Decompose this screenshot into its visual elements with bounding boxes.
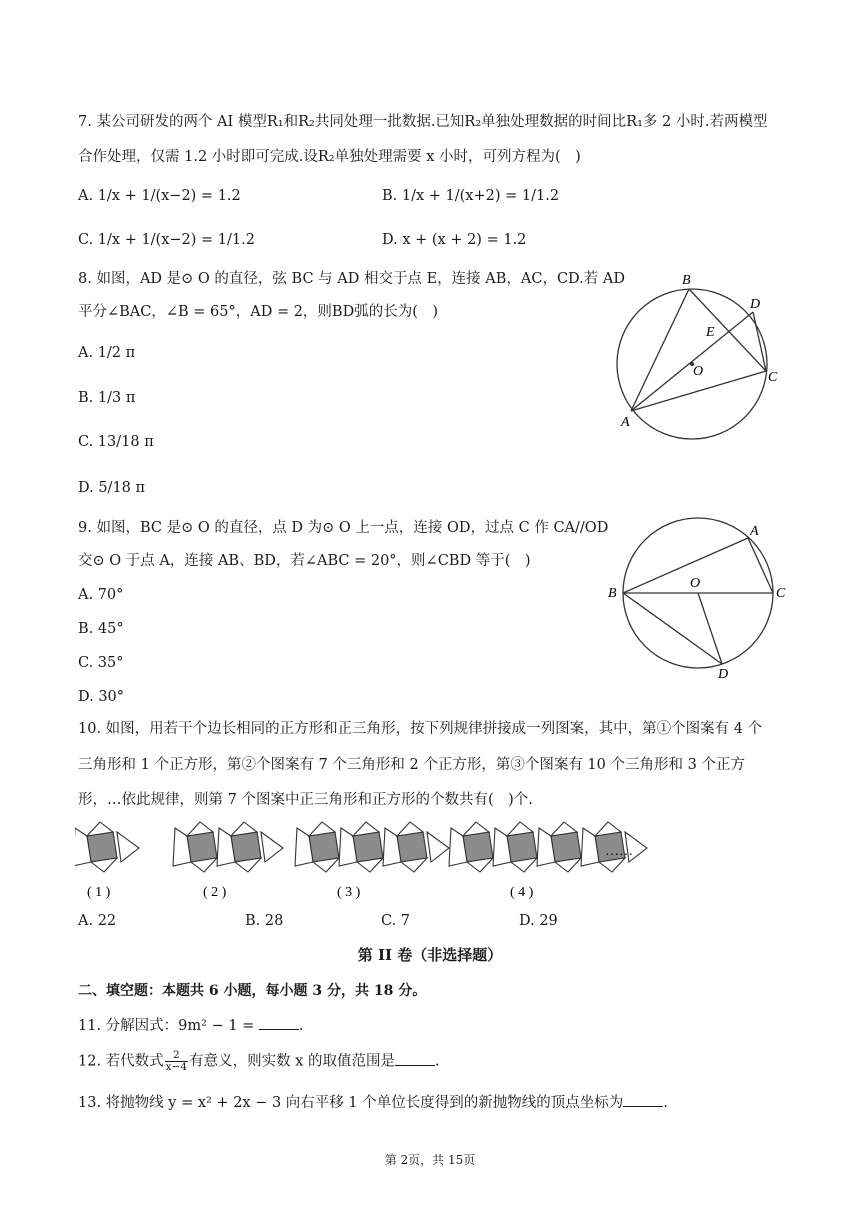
- pattern-3-triangle: [383, 828, 401, 866]
- q8-label-b: B: [682, 273, 691, 288]
- q10-option-b: B. 28: [245, 913, 284, 929]
- pattern-2-square: [187, 832, 217, 862]
- q7-option-b: B. 1/x + 1/(x+2) = 1/1.2: [382, 188, 560, 204]
- q10-patterns: [75, 822, 647, 872]
- q9-label-a: A: [750, 524, 759, 539]
- q13-text: 13. 将抛物线 y = x² + 2x − 3 向右平移 1 个单位长度得到的新抛物线的顶点坐标为: [78, 1095, 624, 1111]
- q9-segment-bd: [623, 593, 722, 664]
- q8-label-d: D: [750, 297, 761, 312]
- q11-text: 11. 分解因式：9m² − 1 =: [78, 1018, 255, 1034]
- pattern-4-square: [463, 832, 493, 862]
- q8-segment-ad: [631, 312, 753, 411]
- pattern-4-triangle: [537, 828, 555, 866]
- q8-label-c: C: [768, 370, 778, 385]
- pattern-3-square: [353, 832, 383, 862]
- pattern-3-square: [397, 832, 427, 862]
- q9-option-d: D. 30°: [78, 689, 125, 705]
- q10-ellipsis: ……: [605, 844, 633, 859]
- pattern-4-square: [507, 832, 537, 862]
- pattern-4-triangle: [449, 828, 467, 866]
- q9-circle-figure: [600, 515, 800, 685]
- pattern-3-triangle: [295, 828, 313, 866]
- pattern-2-triangle: [173, 828, 191, 866]
- q7-stem-line1: 7. 某公司研发的两个 AI 模型R₁和R₂共同处理一批数据.已知R₂单独处理数据的时间比R₁多 2 小时.若两模型: [78, 114, 768, 130]
- pattern-3-square: [309, 832, 339, 862]
- page-footer: 第 2页，共 15页: [384, 1153, 476, 1167]
- q10-caption-1: ( 1 ): [87, 885, 111, 900]
- q11-end: .: [298, 1018, 304, 1034]
- q11-answer-blank[interactable]: [259, 1015, 299, 1030]
- pattern-2-square: [231, 832, 261, 862]
- q7-option-d: D. x + (x + 2) = 1.2: [382, 232, 527, 248]
- q8-option-a: A. 1/2 π: [78, 345, 136, 361]
- q9-option-b: B. 45°: [78, 621, 124, 637]
- q12-fraction: [165, 1050, 188, 1073]
- pattern-1-square: [87, 832, 117, 862]
- q9-label-b: B: [608, 586, 617, 601]
- q8-label-o: O: [693, 364, 704, 379]
- q9-label-o: O: [690, 576, 701, 591]
- pattern-4-triangle: [493, 828, 511, 866]
- q8-option-c: C. 13/18 π: [78, 434, 154, 450]
- q12-text-post: 有意义，则实数 x 的取值范围是: [189, 1053, 395, 1070]
- q8-circle-figure: [605, 268, 805, 448]
- pattern-2-triangle: [217, 828, 235, 866]
- q13-end: .: [663, 1095, 668, 1111]
- q12-fraction-numerator: 2: [165, 1050, 188, 1062]
- q10-option-a: A. 22: [78, 913, 117, 929]
- q12-text-pre: 12. 若代数式: [78, 1053, 164, 1070]
- q8-option-d: D. 5/18 π: [78, 480, 146, 496]
- q12-end: .: [434, 1053, 440, 1070]
- q9-option-c: C. 35°: [78, 655, 124, 671]
- q9-stem-line1: 9. 如图，BC 是⊙ O 的直径，点 D 为⊙ O 上一点，连接 OD，过点 C 作 CA//OD: [78, 520, 609, 536]
- q10-caption-4: ( 4 ): [510, 885, 534, 900]
- q7-option-a: A. 1/x + 1/(x−2) = 1.2: [78, 188, 241, 204]
- q7-stem-line2: 合作处理，仅需 1.2 小时即可完成.设R₂单独处理需要 x 小时，可列方程为( ): [78, 149, 581, 165]
- q9-stem-line2: 交⊙ O 于点 A，连接 AB、BD，若∠ABC = 20°，则∠CBD 等于( ): [78, 553, 531, 569]
- q10-pattern-figure: [75, 818, 655, 906]
- q10-stem-line1: 10. 如图，用若干个边长相同的正方形和正三角形，按下列规律拼接成一列图案，其中，第①个图案有 4 个: [78, 721, 763, 737]
- q12: [78, 1050, 440, 1073]
- q12-answer-blank[interactable]: [395, 1051, 435, 1066]
- q10-caption-3: ( 3 ): [337, 885, 361, 900]
- q8-segment-ab: [631, 289, 689, 411]
- q7-option-c: C. 1/x + 1/(x−2) = 1/1.2: [78, 232, 255, 248]
- q8-label-e: E: [706, 325, 715, 340]
- q8-stem-line1: 8. 如图，AD 是⊙ O 的直径，弦 BC 与 AD 相交于点 E，连接 AB，AC，CD.若 AD: [78, 271, 625, 287]
- q9-option-a: A. 70°: [78, 587, 124, 603]
- q10-option-c: C. 7: [381, 913, 411, 929]
- q13: [78, 1092, 668, 1113]
- q10-caption-2: ( 2 ): [203, 885, 227, 900]
- pattern-4-triangle: [581, 828, 599, 866]
- q11: [78, 1015, 304, 1036]
- q9-label-d: D: [718, 667, 729, 682]
- q8-option-b: B. 1/3 π: [78, 390, 136, 406]
- q10-stem-line2: 三角形和 1 个正方形，第②个图案有 7 个三角形和 2 个正方形，第③个图案有 10 个三角形和 3 个正方: [78, 757, 745, 773]
- q8-label-a: A: [621, 415, 630, 430]
- pattern-4-square: [551, 832, 581, 862]
- pattern-2-triangle: [261, 832, 283, 862]
- pattern-3-triangle: [339, 828, 357, 866]
- q13-answer-blank[interactable]: [623, 1092, 663, 1107]
- q9-segment-ac: [748, 538, 773, 593]
- q8-stem-line2: 平分∠BAC，∠B = 65°，AD = 2，则BD弧的长为( ): [78, 304, 439, 320]
- q9-segment-ba: [623, 538, 748, 593]
- pattern-1-triangle: [117, 832, 139, 862]
- q9-segment-od: [698, 593, 722, 664]
- q12-fraction-denominator: x−4: [165, 1061, 188, 1073]
- q10-option-d: D. 29: [519, 913, 558, 929]
- section-title: 第 II 卷（非选择题）: [357, 946, 503, 964]
- q10-stem-line3: 形，…依此规律，则第 7 个图案中正三角形和正方形的个数共有( )个.: [78, 792, 533, 808]
- pattern-3-triangle: [427, 832, 449, 862]
- q9-label-c: C: [776, 586, 786, 601]
- section2-header: 二、填空题：本题共 6 小题，每小题 3 分，共 18 分。: [78, 983, 427, 999]
